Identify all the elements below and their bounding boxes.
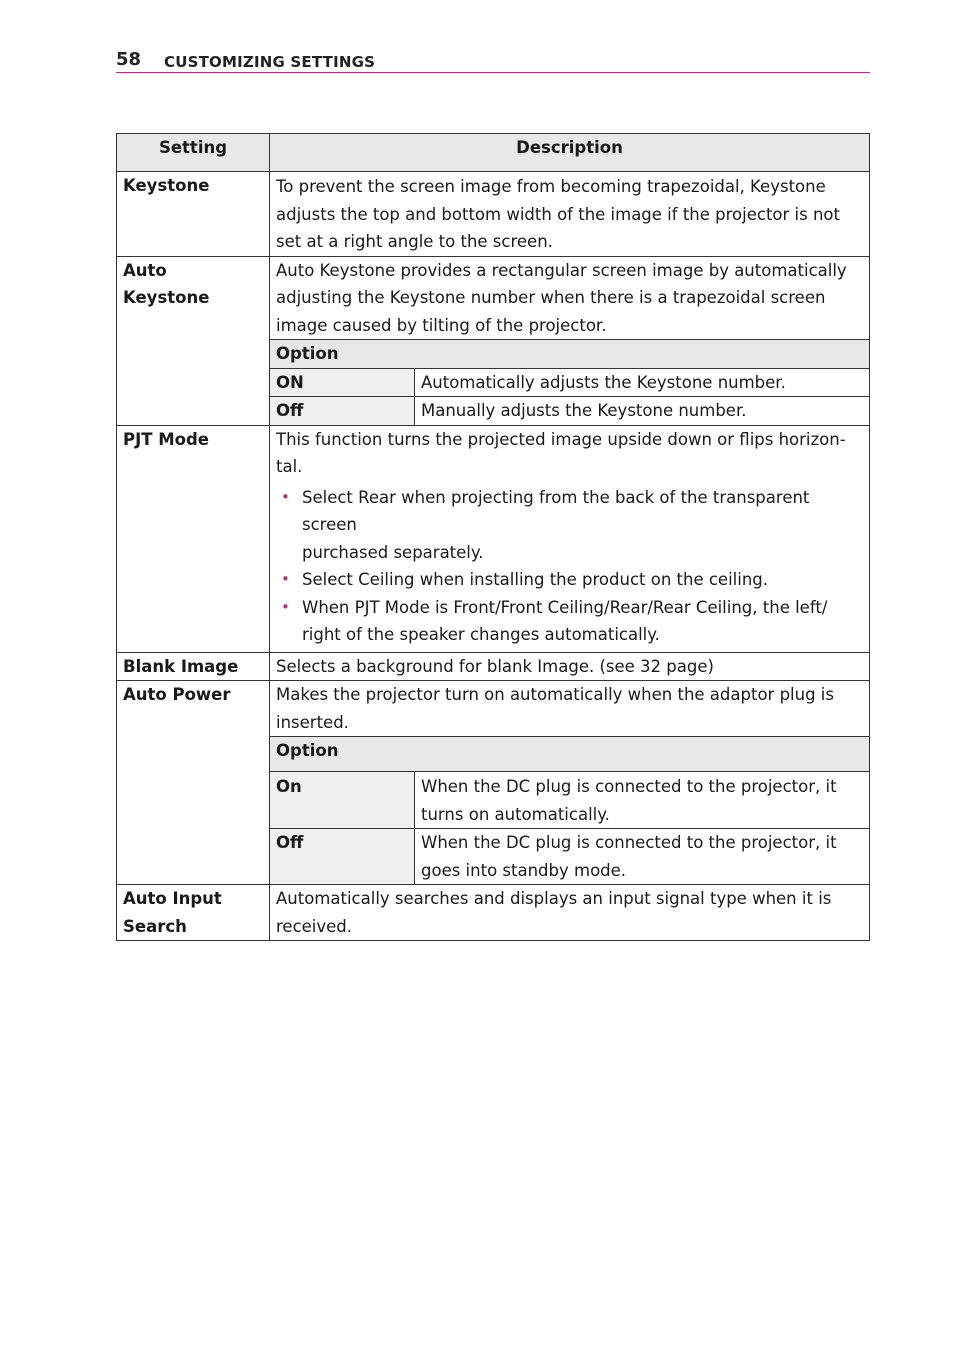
setting-name-line: Search bbox=[123, 916, 187, 936]
desc-line: Automatically searches and displays an input signal type when it is bbox=[276, 889, 832, 908]
setting-desc-blank-image bbox=[270, 652, 870, 681]
option-desc-line: When the DC plug is connected to the projector, it bbox=[421, 777, 837, 796]
bullet-line: When PJT Mode is Front/Front Ceiling/Rear/Rear Ceiling, the left/ bbox=[302, 597, 828, 617]
setting-name-keystone: Keystone bbox=[117, 172, 270, 257]
desc-line: set at a right angle to the screen. bbox=[276, 232, 553, 251]
option-name: Off bbox=[270, 829, 415, 885]
setting-name-line: Keystone bbox=[123, 288, 210, 307]
list-item bbox=[281, 566, 863, 594]
option-desc-line: When the DC plug is connected to the projector, it bbox=[421, 833, 837, 852]
setting-name-blank-image: Blank Image bbox=[117, 652, 270, 681]
desc-line: Selects a background for blank Image. (see 32 page) bbox=[276, 656, 714, 676]
option-name: ON bbox=[270, 368, 415, 397]
col-header-description: Description bbox=[270, 134, 870, 172]
page-number: 58 bbox=[116, 49, 142, 70]
setting-desc-auto-power bbox=[270, 681, 870, 885]
setting-name-line: Auto bbox=[123, 260, 167, 280]
setting-name-pjt-mode: PJT Mode bbox=[117, 425, 270, 652]
desc-line: image caused by tilting of the projector. bbox=[276, 315, 607, 335]
option-header: Option bbox=[270, 737, 869, 772]
setting-name-auto-input-search bbox=[117, 885, 270, 941]
option-row bbox=[270, 829, 869, 885]
option-desc bbox=[415, 829, 870, 885]
bullet-list bbox=[270, 484, 869, 652]
setting-desc-keystone bbox=[270, 172, 870, 257]
bullet-line: purchased separately. bbox=[302, 542, 484, 562]
settings-table bbox=[116, 133, 870, 941]
desc-line: received. bbox=[276, 916, 353, 936]
option-desc-line: turns on automatically. bbox=[421, 804, 610, 824]
table-row bbox=[117, 425, 870, 652]
bullet-icon: • bbox=[281, 570, 290, 588]
option-name: On bbox=[270, 772, 415, 829]
table-row bbox=[117, 652, 870, 681]
option-table bbox=[270, 736, 869, 884]
list-item bbox=[281, 484, 863, 567]
desc-line: adjusts the top and bottom width of the image if the projector is not bbox=[276, 204, 840, 224]
option-desc-line: goes into standby mode. bbox=[421, 860, 627, 880]
option-row bbox=[270, 772, 869, 829]
desc-line: This function turns the projected image upside down or flips horizon- bbox=[276, 429, 846, 449]
option-table bbox=[270, 339, 869, 425]
page-header bbox=[116, 48, 870, 73]
bullet-line: Select Rear when projecting from the back of the transparent bbox=[302, 487, 810, 507]
bullet-icon: • bbox=[281, 597, 290, 616]
option-row bbox=[270, 397, 869, 425]
setting-name-auto-keystone bbox=[117, 256, 270, 425]
table-row bbox=[117, 681, 870, 885]
table-row bbox=[117, 885, 870, 941]
desc-line: Auto Keystone provides a rectangular screen image by automatically bbox=[276, 260, 847, 280]
option-desc: Manually adjusts the Keystone number. bbox=[415, 397, 870, 425]
table-row bbox=[117, 256, 870, 425]
bullet-line: Select Ceiling when installing the product on the ceiling. bbox=[302, 570, 769, 589]
option-header: Option bbox=[270, 340, 869, 369]
setting-desc-auto-input-search bbox=[270, 885, 870, 941]
setting-name-auto-power: Auto Power bbox=[117, 681, 270, 885]
list-item bbox=[281, 594, 863, 652]
col-header-setting: Setting bbox=[117, 134, 270, 172]
desc-line: tal. bbox=[276, 457, 303, 476]
desc-line: inserted. bbox=[276, 712, 349, 732]
option-row bbox=[270, 368, 869, 397]
option-desc: Automatically adjusts the Keystone number. bbox=[415, 368, 870, 397]
setting-name-line: Auto Input bbox=[123, 889, 222, 908]
bullet-line: screen bbox=[302, 515, 357, 534]
section-title: CUSTOMIZING SETTINGS bbox=[164, 53, 376, 71]
setting-desc-auto-keystone bbox=[270, 256, 870, 425]
desc-line: adjusting the Keystone number when there is a trapezoidal screen bbox=[276, 288, 826, 307]
setting-desc-pjt-mode bbox=[270, 425, 870, 652]
bullet-line: right of the speaker changes automatically. bbox=[302, 625, 660, 644]
desc-line: To prevent the screen image from becoming trapezoidal, Keystone bbox=[276, 177, 826, 196]
bullet-icon: • bbox=[281, 487, 290, 506]
option-desc bbox=[415, 772, 870, 829]
table-header-row bbox=[117, 134, 870, 172]
desc-line: Makes the projector turn on automatically when the adaptor plug is bbox=[276, 685, 834, 704]
option-name: Off bbox=[270, 397, 415, 425]
table-row bbox=[117, 172, 870, 257]
